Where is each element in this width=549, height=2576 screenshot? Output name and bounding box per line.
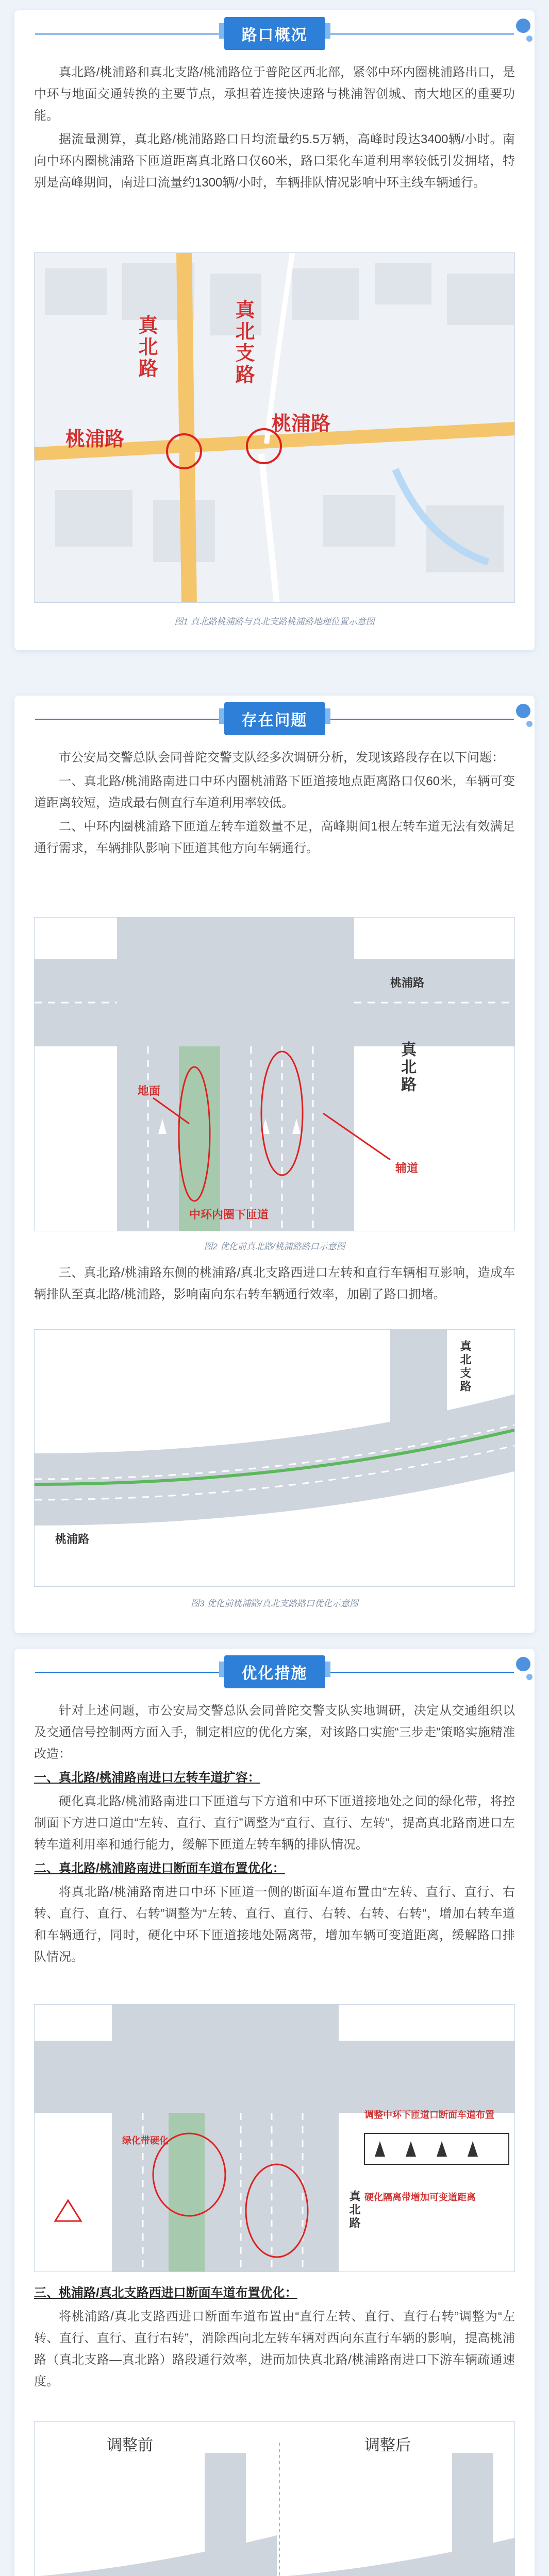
label-after: 调整后 [364, 2437, 411, 2454]
corner-deco-icon [504, 1649, 535, 1695]
measures-paragraph: 将桃浦路/真北支路西进口断面车道布置由“直行左转、直行、直行右转”调整为“左转、直行、直行、直行右转”，消除西向北左转车辆对西向东直行车辆的影响，提高桃浦路（真北支路—真北路）路段通行效率，进而加快真北路/桃浦路南进口下游车辆疏通速度。 [34, 2310, 515, 2388]
problems-caption-2: 图3 优化前桃浦路/真北支路路口优化示意图 [191, 1599, 358, 1608]
map-label-taopu-left: 桃浦路 [65, 427, 125, 450]
map-label-taopu-right: 桃浦路 [272, 412, 331, 435]
label-zhenbei-branch: 真北支路 [459, 1340, 472, 1394]
problems-paragraph: 市公安局交警总队会同普陀交警支队经多次调研分析，发现该路段存在以下问题： [59, 751, 504, 765]
measures-title: 优化措施 [224, 1655, 325, 1688]
problems-text-2 [34, 1262, 515, 1308]
overview-titlebar [14, 10, 535, 57]
label-taopu-2: 桃浦路 [55, 1533, 90, 1546]
intersection-marker-2 [246, 428, 282, 464]
lane-adjustment-diagram [34, 2004, 515, 2272]
measures-heading-2: 二、真北路/桃浦路南进口断面车道布置优化： [34, 1861, 285, 1875]
intersection-marker-1 [166, 433, 202, 469]
corner-deco-icon [504, 696, 535, 742]
intersection-diagram-before [34, 917, 515, 1231]
measures-text-1 [34, 1700, 515, 1970]
label-ground: 地面 [138, 1084, 161, 1097]
lane-adjustment-graphic [35, 2005, 515, 2272]
measures-heading-1: 一、真北路/桃浦路南进口左转车道扩容： [34, 1771, 260, 1785]
label-ramp: 中环内圈下匝道 [189, 1208, 269, 1221]
label-taopu: 桃浦路 [390, 976, 425, 989]
overview-title: 路口概况 [224, 17, 325, 50]
measures-paragraph: 针对上述问题，市公安局交警总队会同普陀交警支队实地调研，决定从交通组织以及交通信号控制两方面入手，制定相应的优化方案，对该路口实施“三步走”策略实施精准改造： [34, 1704, 515, 1761]
label-lane-note: 调整中环下匝道口断面车道布置 [364, 2110, 494, 2120]
measures-titlebar [14, 1649, 535, 1695]
branch-intersection-diagram [34, 1329, 515, 1587]
branch-graphic [35, 1330, 515, 1587]
problems-paragraph: 一、真北路/桃浦路南进口中环内圈桃浦路下匝道接地点距离路口仅60米，车辆可变道距离较短，造成最右侧直行车道利用率较低。 [34, 774, 515, 810]
map-label-zhenbei-road: 真北路 [135, 315, 158, 380]
overview-text [34, 62, 515, 196]
label-zhenbei: 真北路 [398, 1041, 415, 1094]
measures-text-2 [34, 2282, 515, 2395]
measures-heading-3: 三、桃浦路/真北支路西进口断面车道布置优化： [34, 2286, 297, 2300]
measures-section [14, 1649, 535, 2576]
intersection-graphic [35, 918, 515, 1231]
label-green-hard: 绿化带硬化 [122, 2136, 169, 2146]
overview-paragraph: 据流量测算，真北路/桃浦路路口日均流量约5.5万辆，高峰时段达3400辆/小时。南向中环内圈桃浦路下匝道距离真北路口仅60米，路口渠化车道利用率较低引发拥堵，特别是高峰期间，南进口流量约1300辆/小时，车辆排队情况影响中环主线车辆通行。 [34, 132, 515, 190]
problems-section [14, 696, 535, 1633]
problems-paragraph: 三、真北路/桃浦路东侧的桃浦路/真北支路西进口左转和直行车辆相互影响，造成车辆排队至真北路/桃浦路，影响南向东右转车辆通行效率，加剧了路口拥堵。 [34, 1266, 515, 1301]
before-after-diagram [34, 2421, 515, 2576]
map-label-zhenbei-branch: 真北支路 [232, 299, 255, 386]
problems-caption-1: 图2 优化前真北路/桃浦路路口示意图 [204, 1242, 345, 1251]
location-map [34, 252, 515, 603]
problems-title: 存在问题 [224, 702, 325, 735]
measures-paragraph: 硬化真北路/桃浦路南进口下匝道与下方道和中环下匝道接地处之间的绿化带，将控制面下方进口道由“左转、直行、直行”调整为“直行、直行、左转”，提高真北路南进口左转车道利用率和通行能力，缓解下匝道左转车辆的排队情况。 [34, 1794, 515, 1852]
label-hard-barrier: 硬化隔离带增加可变道距离 [364, 2192, 476, 2202]
label-aux: 辅道 [395, 1162, 419, 1175]
corner-deco-icon [504, 10, 535, 57]
label-before: 调整前 [107, 2437, 153, 2454]
problems-titlebar [14, 696, 535, 742]
label-zhenbei-3: 真北路 [348, 2190, 361, 2230]
overview-section [14, 10, 535, 650]
problems-text-1 [34, 747, 515, 861]
overview-caption: 图1 真北路桃浦路与真北支路桃浦路地理位置示意图 [174, 617, 375, 626]
problems-paragraph: 二、中环内圈桃浦路下匝道左转车道数量不足，高峰期间1根左转车道无法有效满足通行需求，车辆排队影响下匝道其他方向车辆通行。 [34, 820, 515, 855]
measures-paragraph: 将真北路/桃浦路南进口中环下匝道一侧的断面车道布置由“左转、直行、直行、右转、直行、直行、右转”调整为“左转、直行、直行、右转、右转、右转”，增加右转车道和车辆通行，同时，硬化中环下匝道接地处隔离带，增加车辆可变道距离，缓解路口排队情况。 [34, 1885, 515, 1964]
overview-paragraph: 真北路/桃浦路和真北支路/桃浦路位于普陀区西北部，紧邻中环内圈桃浦路出口，是中环与地面交通转换的主要节点，承担着连接快速路与桃浦智创城、南大地区的重要功能。 [34, 65, 515, 123]
